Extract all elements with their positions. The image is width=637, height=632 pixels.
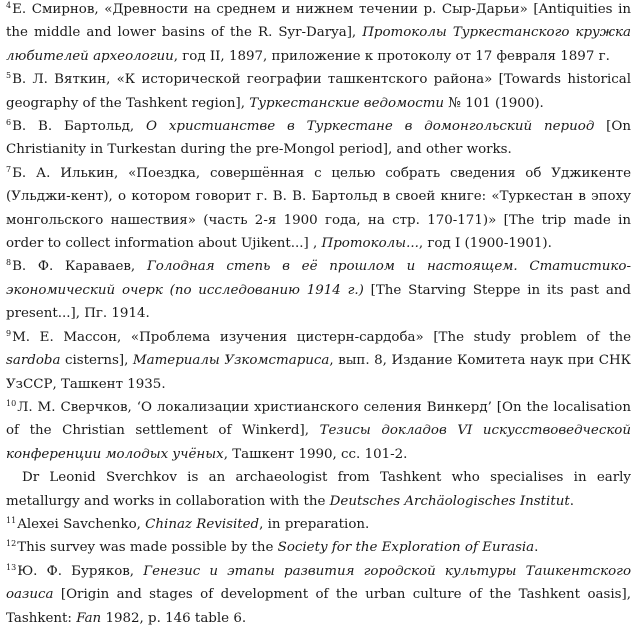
footnote-12 xyxy=(6,536,631,559)
footnote-text: 1982, p. 146 table 6. xyxy=(101,610,247,626)
footnote-8 xyxy=(6,255,631,325)
publisher-name: Fan xyxy=(76,610,102,626)
footnote-text: Ю. Ф. Буряков, xyxy=(17,563,144,579)
footnote-text: Б. А. Илькин, «Поездка, совершённая с целью собрать сведения об Уджикенте (Ульджи-кент), о котором говорит г. В. В. Бартольд в своей книге: «Туркестан в эпоху монгольского нашествия» (часть 2-я 1900 года, на стр. 170-171)» [The trip made in order to collect information about Ujikent...] , xyxy=(6,165,631,252)
footnote-text: В. В. Бартольд, xyxy=(12,119,147,135)
footnote-title: Материалы Узкомстариса xyxy=(132,353,330,369)
footnote-text: Л. М. Сверчков, ‘О локализации христианского селения Винкерд’ [On the localisation of the Christian settlement of Winkerd], xyxy=(6,399,631,439)
footnote-number: 9 xyxy=(6,328,12,338)
footnote-9 xyxy=(6,326,631,396)
footnote-text: , год I (1900-1901). xyxy=(418,236,552,252)
footnote-title: Chinaz Revisited xyxy=(145,516,260,532)
footnote-title: Голодная степь в её прошлом и настоящем. Статистико-экономический очерк (по исследованию 1914 г.) xyxy=(6,259,631,298)
footnote-text: № 101 (1900). xyxy=(444,95,544,111)
footnote-number: 5 xyxy=(6,71,12,81)
paragraph-text: Dr Leonid Sverchkov is an archaeologist from Tashkent who specialises in early metallurgy and works in collaboration with the xyxy=(6,470,631,509)
footnote-text: This survey was made possible by the xyxy=(17,540,278,556)
footnote-11 xyxy=(6,513,631,536)
footnote-title: Society for the Exploration of Eurasia xyxy=(277,540,535,556)
footnote-text: , in preparation. xyxy=(259,516,370,532)
footnote-title: О христианстве в Туркестане в домонгольский период xyxy=(146,119,595,135)
footnote-6 xyxy=(6,115,631,162)
footnote-text: В. Л. Вяткин, «К исторической географии ташкентского района» [Towards historical geography of the Tashkent region], xyxy=(6,72,631,111)
footnote-number: 12 xyxy=(6,539,17,549)
footnote-title: Туркестанские ведомости xyxy=(249,95,445,111)
footnote-number: 10 xyxy=(6,398,17,408)
footnote-text: Alexei Savchenko, xyxy=(17,516,146,532)
footnote-number: 8 xyxy=(6,258,12,268)
footnote-title: Протоколы Туркестанского кружка любителей археологии xyxy=(6,25,631,64)
institution-name: Deutsches Archäologisches Institut xyxy=(329,493,570,509)
footnote-7 xyxy=(6,162,631,256)
footnote-number: 11 xyxy=(6,515,17,525)
footnote-4 xyxy=(6,0,631,68)
footnote-text: [The Starving Steppe in its past and present...], Пг. 1914. xyxy=(6,282,631,322)
footnote-title: Тезисы докладов VI искусствоведческой конференции молодых учёных xyxy=(6,423,631,462)
footnote-number: 13 xyxy=(6,562,17,572)
footnote-5 xyxy=(6,68,631,115)
author-note-paragraph xyxy=(6,466,631,513)
footnote-number: 7 xyxy=(6,164,12,174)
paragraph-text: . xyxy=(569,493,574,509)
footnote-text: М. Е. Массон, «Проблема изучения цистерн-сардоба» [The study problem of the xyxy=(12,329,631,345)
footnote-title: Протоколы... xyxy=(321,236,419,252)
footnote-text: Е. Смирнов, «Древности на среднем и нижнем течении р. Сыр-Дарьи» [Antiquities in the middle and lower basins of the R. Syr-Darya], xyxy=(6,2,631,41)
footnote-text: В. Ф. Караваев, xyxy=(12,259,147,275)
footnote-text: , год II, 1897, приложение к протоколу от 17 февраля 1897 г. xyxy=(173,48,610,64)
footnote-text: . xyxy=(534,540,539,556)
footnote-text: [On Christianity in Turkestan during the pre-Mongol period], and other works. xyxy=(6,119,631,158)
footnote-number: 6 xyxy=(6,118,12,128)
footnote-text: [Origin and stages of development of the urban culture of the Tashkent oasis], Tashkent: xyxy=(6,587,631,626)
footnote-text: , вып. 8, Издание Комитета наук при СНК УзССР, Ташкент 1935. xyxy=(6,353,632,392)
footnote-text: , Ташкент 1990, сс. 101-2. xyxy=(223,446,408,462)
footnote-title: Генезис и этапы развития городской культуры Ташкентского оазиса xyxy=(6,563,632,603)
footnote-number: 4 xyxy=(6,1,12,10)
footnote-term: sardoba xyxy=(6,353,61,369)
footnote-text: cisterns], xyxy=(60,353,133,369)
footnote-13 xyxy=(6,560,631,630)
footnote-10 xyxy=(6,396,631,466)
